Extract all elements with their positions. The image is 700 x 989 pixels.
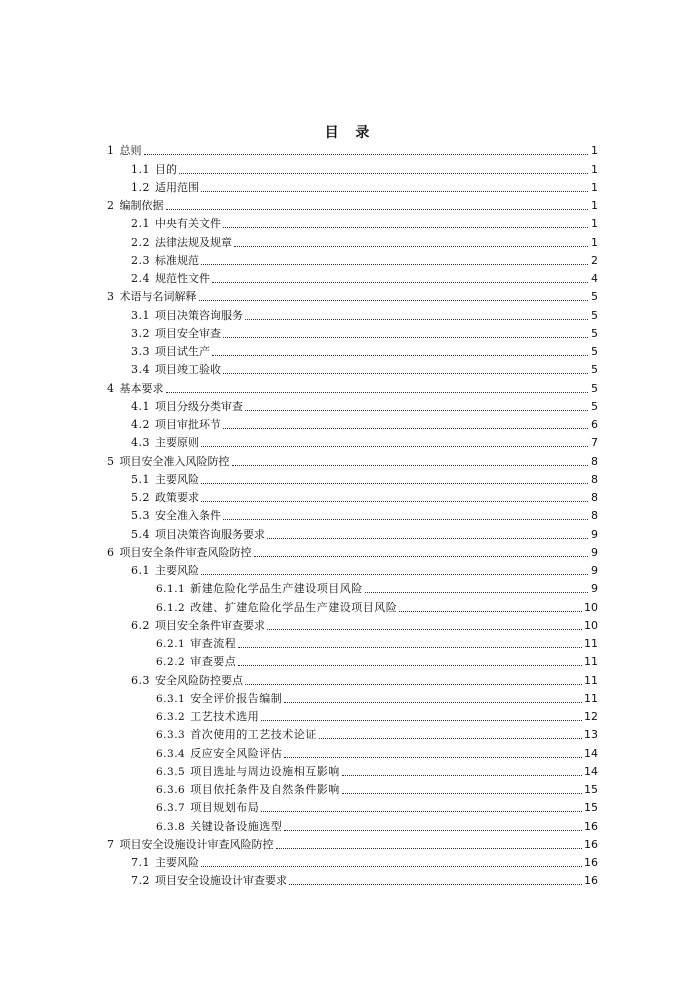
toc-entry-title: 项目安全条件审查要求 <box>155 618 265 632</box>
toc-entry-number: 6.3.5 <box>156 765 186 778</box>
toc-entry-title: 政策要求 <box>155 491 199 504</box>
toc-entry-number: 2.2 <box>131 235 150 249</box>
toc-entry[interactable] <box>0 432 700 450</box>
toc-entry-page: 1 <box>591 235 598 249</box>
toc-entry-page: 5 <box>591 290 598 304</box>
toc-entry-title: 主要风险 <box>155 472 199 486</box>
toc-dot-leader <box>284 756 582 758</box>
toc-entry-page: 13 <box>584 728 598 742</box>
toc-entry-title: 项目决策咨询服务要求 <box>155 527 265 541</box>
toc-entry[interactable] <box>0 834 700 852</box>
toc-entry-number: 5.1 <box>131 472 150 486</box>
toc-entry-page: 16 <box>584 856 598 869</box>
toc-entry-title: 反应安全风险评估 <box>190 746 283 760</box>
toc-entry-number: 4 <box>107 381 115 395</box>
toc-entry-number: 1.1 <box>131 162 150 176</box>
toc-entry-title: 安全风险防控要点 <box>155 673 243 687</box>
toc-dot-leader <box>284 701 582 703</box>
toc-dot-leader <box>199 299 589 301</box>
toc-entry[interactable] <box>0 596 700 614</box>
toc-dot-leader <box>319 737 582 739</box>
toc-entry[interactable] <box>0 469 700 487</box>
toc-dot-leader <box>232 464 589 466</box>
toc-entry-title: 项目安全审查 <box>155 326 221 340</box>
toc-entry-number: 6 <box>107 545 115 559</box>
toc-entry[interactable] <box>0 323 700 341</box>
toc-entry[interactable] <box>0 414 700 432</box>
toc-entry-number: 6.3.4 <box>156 747 186 760</box>
toc-entry-page: 8 <box>591 509 598 523</box>
toc-dot-leader <box>342 774 582 776</box>
toc-entry-page: 5 <box>591 345 598 358</box>
toc-entry-title: 项目竣工验收 <box>155 363 221 377</box>
toc-entry[interactable] <box>0 286 700 304</box>
toc-title: 目 录 <box>324 125 376 141</box>
toc-entry-page: 4 <box>591 272 598 285</box>
toc-dot-leader <box>342 792 582 794</box>
toc-entry-page: 1 <box>591 217 598 231</box>
toc-entry-page: 11 <box>584 637 598 650</box>
toc-entry-page: 6 <box>591 418 598 431</box>
toc-entry-title: 主要风险 <box>155 564 199 577</box>
toc-entry[interactable] <box>0 377 700 395</box>
toc-entry-page: 1 <box>591 180 598 194</box>
toc-entry-title: 适用范围 <box>155 180 199 194</box>
toc-entry[interactable] <box>0 140 700 158</box>
toc-dot-leader <box>144 153 589 155</box>
toc-entry-page: 1 <box>591 199 598 212</box>
toc-entry-page: 9 <box>591 564 598 577</box>
toc-dot-leader <box>267 537 588 539</box>
toc-dot-leader <box>261 810 582 812</box>
toc-entry-page: 16 <box>584 819 598 833</box>
toc-entry[interactable] <box>0 578 700 596</box>
toc-entry-title: 总则 <box>119 144 142 158</box>
toc-entry-page: 16 <box>584 874 598 888</box>
toc-entry-number: 5 <box>107 454 115 468</box>
toc-entry[interactable] <box>0 231 700 249</box>
toc-dot-leader <box>254 555 589 557</box>
toc-entry-number: 7.1 <box>131 856 150 869</box>
toc-entry-number: 5.3 <box>131 509 150 523</box>
toc-entry[interactable] <box>0 359 700 377</box>
toc-entry[interactable] <box>0 797 700 815</box>
toc-entry-number: 2.1 <box>131 217 150 231</box>
toc-entry[interactable] <box>0 195 700 213</box>
toc-entry-number: 6.3 <box>131 673 150 687</box>
toc-entry-number: 6.2.2 <box>156 656 186 669</box>
toc-entry[interactable] <box>0 177 700 195</box>
toc-dot-leader <box>201 263 588 265</box>
toc-entry[interactable] <box>0 651 700 669</box>
toc-entry-title: 改建、扩建危险化学品生产建设项目风险 <box>190 600 398 614</box>
toc-entry-number: 6.2.1 <box>156 638 186 650</box>
toc-entry-number: 1.2 <box>131 180 150 194</box>
toc-entry-page: 5 <box>591 399 598 413</box>
toc-dot-leader <box>234 245 588 247</box>
toc-entry-number: 6.2 <box>131 618 150 632</box>
toc-entry-title: 项目规划布局 <box>190 801 260 815</box>
toc-dot-leader <box>166 391 589 393</box>
toc-dot-leader <box>261 719 582 721</box>
toc-entry[interactable] <box>0 523 700 541</box>
toc-entry-title: 项目试生产 <box>155 345 210 358</box>
toc-entry[interactable] <box>0 870 700 888</box>
toc-entry[interactable] <box>0 852 700 870</box>
toc-entry-title: 关键设备设施选型 <box>190 819 283 833</box>
toc-entry[interactable] <box>0 268 700 286</box>
toc-entry[interactable] <box>0 250 700 268</box>
toc-entry[interactable] <box>0 815 700 833</box>
toc-entry-title: 标准规范 <box>155 253 199 267</box>
toc-entry[interactable] <box>0 542 700 560</box>
toc-entry-number: 6.3.7 <box>156 802 186 815</box>
toc-entry-number: 6.3.8 <box>156 820 186 833</box>
toc-entry-title: 项目安全准入风险防控 <box>119 454 230 468</box>
toc-dot-leader <box>201 865 582 867</box>
toc-entry-page: 8 <box>591 454 598 468</box>
toc-dot-leader <box>201 573 588 575</box>
toc-entry-title: 首次使用的工艺技术论证 <box>190 728 317 742</box>
toc-entry-title: 项目安全设施设计审查要求 <box>155 874 287 888</box>
toc-entry-number: 6.3.6 <box>156 784 186 796</box>
toc-entry-title: 法律法规及规章 <box>155 235 232 249</box>
toc-entry-page: 5 <box>591 363 598 377</box>
toc-entry-page: 14 <box>584 746 598 760</box>
toc-entry-page: 14 <box>584 764 598 778</box>
toc-dot-leader <box>223 336 588 338</box>
toc-entry[interactable] <box>0 341 700 359</box>
toc-entry-page: 2 <box>591 253 598 267</box>
toc-entry-number: 4.3 <box>131 436 150 450</box>
table-of-contents <box>0 140 700 888</box>
toc-entry-title: 主要原则 <box>155 436 199 450</box>
toc-entry-number: 6.1 <box>131 564 150 577</box>
toc-entry-number: 3.4 <box>131 363 150 377</box>
toc-entry-page: 11 <box>584 673 598 687</box>
toc-entry-title: 项目选址与周边设施相互影响 <box>190 764 340 778</box>
toc-entry-number: 4.2 <box>131 418 150 431</box>
toc-entry[interactable] <box>0 450 700 468</box>
toc-dot-leader <box>245 318 588 320</box>
toc-dot-leader <box>245 683 582 685</box>
toc-dot-leader <box>276 847 583 849</box>
toc-entry-number: 3 <box>107 290 115 304</box>
toc-dot-leader <box>166 208 589 210</box>
toc-entry-page: 9 <box>591 527 598 541</box>
toc-entry-title: 新建危险化学品生产建设项目风险 <box>190 582 363 596</box>
toc-dot-leader <box>365 591 588 593</box>
toc-entry[interactable] <box>0 633 700 651</box>
toc-entry-page: 11 <box>584 655 598 669</box>
toc-entry-number: 7 <box>107 837 115 851</box>
toc-entry-title: 规范性文件 <box>155 272 210 285</box>
toc-entry-number: 5.4 <box>131 527 150 541</box>
toc-entry-page: 10 <box>584 618 598 632</box>
toc-entry-title: 项目安全条件审查风险防控 <box>119 545 252 559</box>
toc-entry-title: 项目安全设施设计审查风险防控 <box>119 837 274 851</box>
toc-entry[interactable] <box>0 688 700 706</box>
toc-entry-number: 6.3.2 <box>156 711 186 723</box>
toc-entry[interactable] <box>0 505 700 523</box>
toc-entry-number: 2 <box>107 199 115 212</box>
toc-entry-page: 5 <box>591 326 598 340</box>
toc-entry-title: 审查要点 <box>190 655 237 669</box>
toc-dot-leader <box>223 518 588 520</box>
toc-dot-leader <box>289 883 582 885</box>
toc-dot-leader <box>212 354 588 356</box>
toc-entry-page: 1 <box>591 144 598 158</box>
toc-entry-page: 16 <box>584 837 598 851</box>
toc-dot-leader <box>238 664 582 666</box>
toc-entry-number: 6.1.1 <box>156 583 186 596</box>
toc-dot-leader <box>284 829 582 831</box>
toc-entry-number: 6.3.3 <box>156 729 186 742</box>
toc-entry-page: 15 <box>584 801 598 815</box>
toc-dot-leader <box>245 409 588 411</box>
toc-entry-page: 11 <box>584 691 598 705</box>
toc-dot-leader <box>223 226 588 228</box>
toc-entry-number: 4.1 <box>131 399 150 413</box>
toc-entry-title: 中央有关文件 <box>155 217 221 231</box>
toc-entry-page: 8 <box>591 472 598 486</box>
toc-entry-number: 3.1 <box>131 308 150 322</box>
toc-dot-leader <box>223 372 588 374</box>
toc-entry-title: 基本要求 <box>119 381 164 395</box>
toc-entry-title: 术语与名词解释 <box>119 290 197 304</box>
toc-dot-leader <box>179 172 588 174</box>
toc-entry-page: 12 <box>584 710 598 723</box>
toc-entry-number: 2.3 <box>131 253 150 267</box>
toc-entry[interactable] <box>0 669 700 687</box>
toc-entry-number: 6.1.2 <box>156 601 186 614</box>
toc-entry[interactable] <box>0 213 700 231</box>
toc-entry-title: 项目依托条件及自然条件影响 <box>190 783 340 796</box>
toc-dot-leader <box>267 628 582 630</box>
toc-dot-leader <box>201 500 588 502</box>
toc-entry-title: 项目分级分类审查 <box>155 399 243 413</box>
toc-entry-title: 工艺技术选用 <box>190 710 260 723</box>
toc-dot-leader <box>238 646 582 648</box>
toc-entry-page: 5 <box>591 308 598 322</box>
toc-entry[interactable] <box>0 304 700 322</box>
toc-dot-leader <box>223 427 588 429</box>
toc-entry-title: 编制依据 <box>119 199 164 212</box>
toc-entry-page: 15 <box>584 783 598 796</box>
toc-entry-number: 3.2 <box>131 326 150 340</box>
toc-entry-title: 项目决策咨询服务 <box>155 308 243 322</box>
toc-dot-leader <box>399 610 582 612</box>
toc-entry-page: 9 <box>591 582 598 596</box>
toc-entry-number: 5.2 <box>131 491 150 504</box>
toc-entry-page: 9 <box>591 545 598 559</box>
toc-dot-leader <box>201 482 588 484</box>
toc-entry-page: 5 <box>591 381 598 395</box>
toc-entry-page: 7 <box>591 436 598 450</box>
toc-entry-title: 安全准入条件 <box>155 509 221 523</box>
toc-entry[interactable] <box>0 724 700 742</box>
toc-entry[interactable] <box>0 742 700 760</box>
toc-entry-number: 1 <box>107 144 115 158</box>
toc-entry[interactable] <box>0 396 700 414</box>
toc-entry[interactable] <box>0 487 700 505</box>
toc-dot-leader <box>212 281 588 283</box>
toc-entry-number: 7.2 <box>131 874 150 888</box>
toc-entry-title: 主要风险 <box>155 856 199 869</box>
toc-entry-title: 审查流程 <box>190 637 237 650</box>
toc-entry[interactable] <box>0 706 700 724</box>
toc-entry-number: 6.3.1 <box>156 692 186 705</box>
toc-entry[interactable] <box>0 615 700 633</box>
toc-dot-leader <box>201 190 588 192</box>
toc-entry-number: 2.4 <box>131 272 150 285</box>
toc-entry-title: 目的 <box>155 162 177 176</box>
toc-entry-page: 8 <box>591 491 598 504</box>
toc-entry[interactable] <box>0 560 700 578</box>
toc-entry-page: 1 <box>591 162 598 176</box>
toc-entry-title: 项目审批环节 <box>155 418 221 431</box>
toc-entry-number: 3.3 <box>131 345 150 358</box>
toc-entry-title: 安全评价报告编制 <box>190 691 283 705</box>
toc-entry[interactable] <box>0 761 700 779</box>
toc-entry[interactable] <box>0 779 700 797</box>
toc-dot-leader <box>201 445 588 447</box>
toc-entry[interactable] <box>0 158 700 176</box>
toc-entry-page: 10 <box>584 600 598 614</box>
